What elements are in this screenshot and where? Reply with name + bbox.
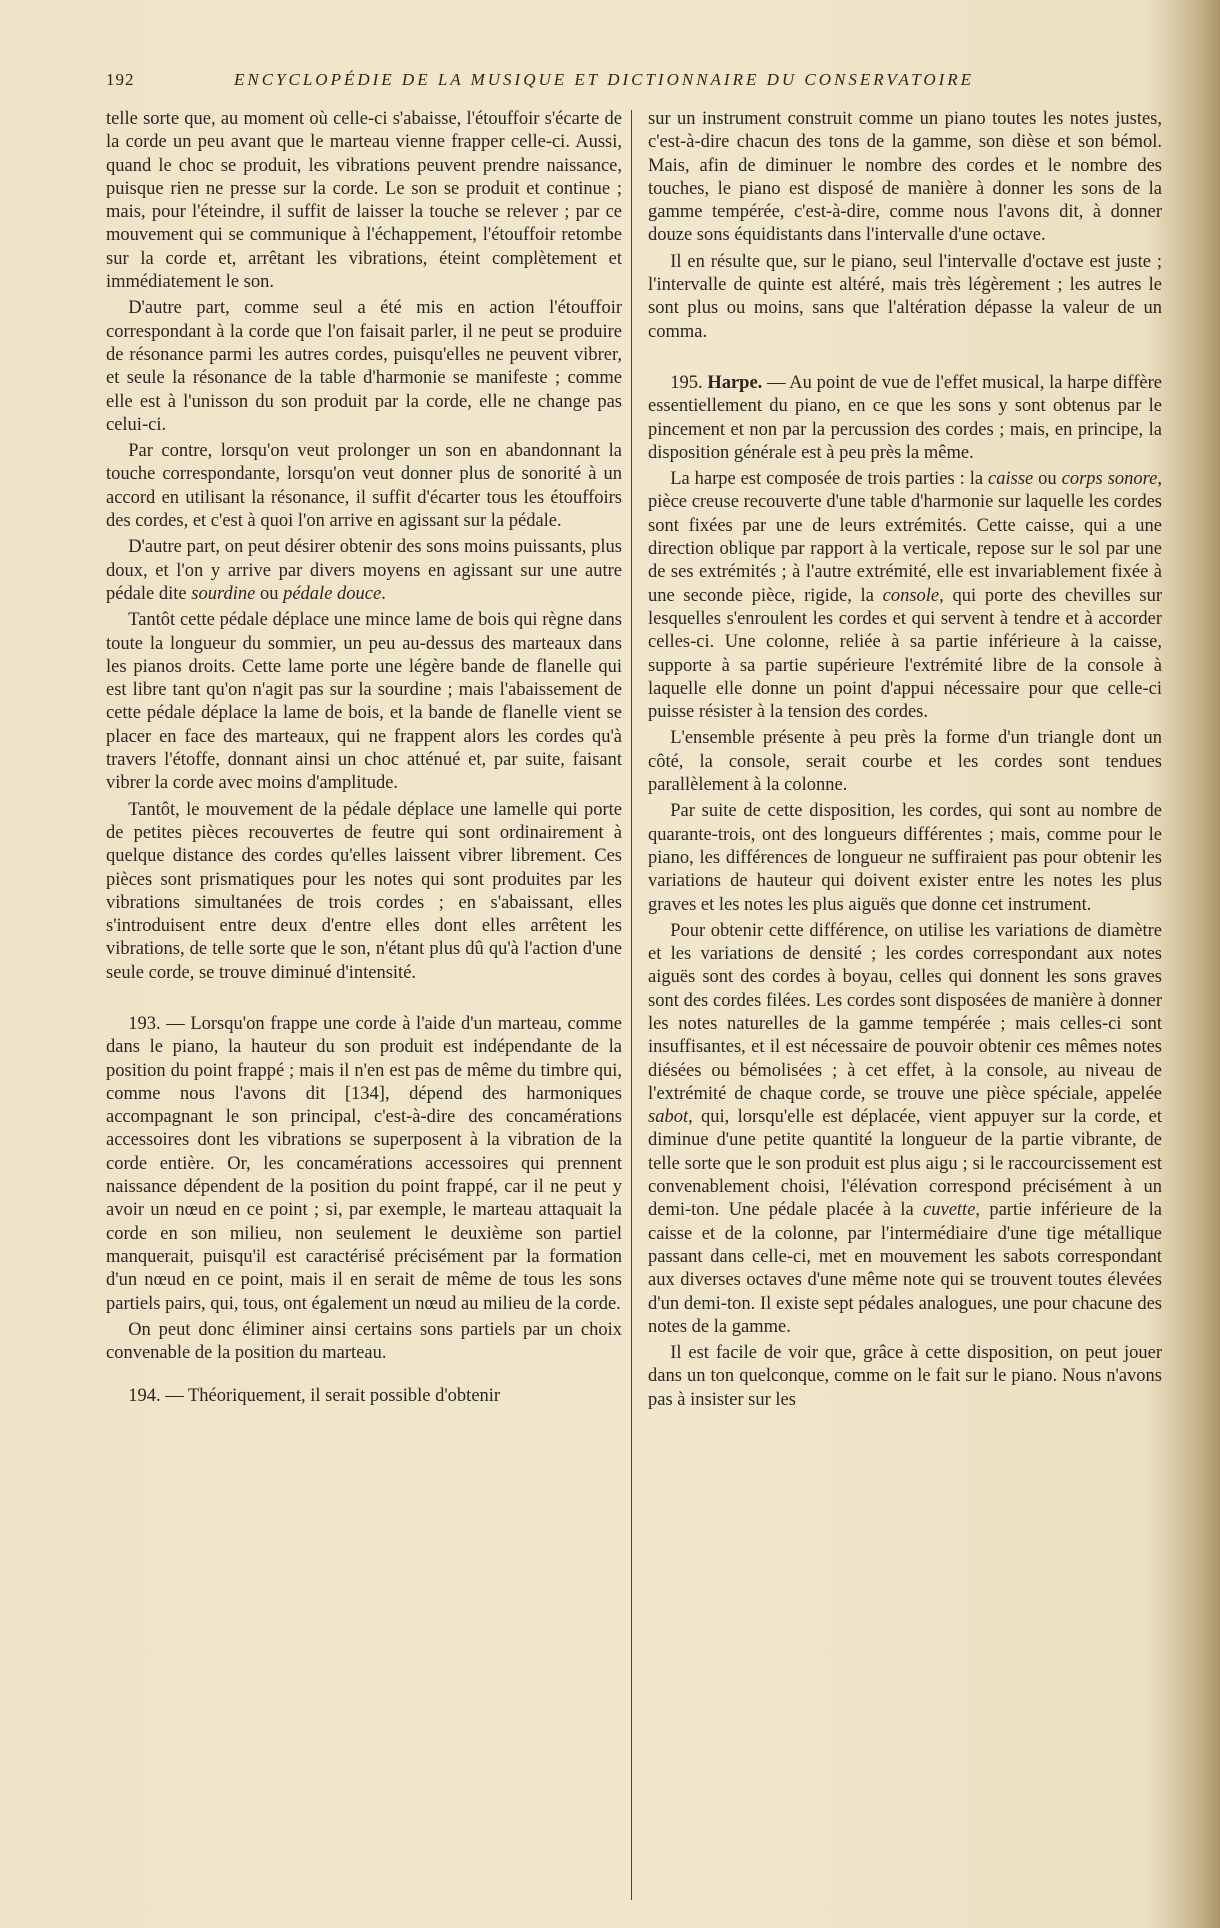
text: , qui, lorsqu'elle est déplacée, vient appuyer sur la corde, et diminue d'une petite quantité la longueur de la partie vibrante, de telle sorte que le son produit est plus aigu ; si le raccourcissement est convenablement choisi, l'élévation correspond précisément à un demi-ton. Une pédale placée à la xyxy=(648,1107,1162,1221)
text: ou xyxy=(255,583,284,604)
term-corps-sonore: corps sonore xyxy=(1061,469,1158,490)
running-title: ENCYCLOPÉDIE DE LA MUSIQUE ET DICTIONNAIRE DU CONSERVATOIRE xyxy=(234,70,975,89)
paragraph: Il est facile de voir que, grâce à cette disposition, on peut jouer dans un ton quelconque, comme on le fait sur le piano. Nous n'avons pas à insister sur les xyxy=(648,1343,1162,1410)
paragraph: telle sorte que, au moment où celle-ci s'abaisse, l'étouffoir s'écarte de la corde un peu avant que le marteau vienne frapper celle-ci. Aussi, quand le choc se produit, les vibrations peuvent prendre naissance, puisque rien ne presse sur la corde. Le son se produit et continue ; mais, pour l'éteindre, il suffit de laisser la touche se relever ; par ce mouvement qui se communique à l'échappement, l'étouffoir retombe sur la corde et, arrêtant les vibrations, éteint complètement et immédiatement le son. xyxy=(106,109,622,293)
paragraph: On peut donc éliminer ainsi certains sons partiels par un choix convenable de la position du marteau. xyxy=(106,1319,622,1364)
paragraph: D'autre part, comme seul a été mis en action l'étouffoir correspondant à la corde que l'on faisait parler, il ne peut se produire de résonance parmi les autres cordes, puisqu'elles ne peuvent vibrer, et seule la résonance de la table d'harmonie se manifeste ; comme elle est à l'unisson du son produit par la corde, elle ne change pas celui-ci. xyxy=(106,298,622,435)
paragraph xyxy=(648,920,1162,1339)
paragraph: L'ensemble présente à peu près la forme d'un triangle dont un côté, la console, serait courbe et les cordes sont tendues parallèlement à la colonne. xyxy=(648,728,1162,796)
term-console: console xyxy=(882,585,940,606)
column-divider xyxy=(631,110,632,1900)
paragraph xyxy=(106,536,622,606)
paragraph: Tantôt cette pédale déplace une mince lame de bois qui règne dans toute la longueur du sommier, un peu au-dessus des marteaux dans les pianos droits. Cette lame porte une légère bande de flanelle qui est libre tant qu'on n'agit pas sur la sourdine ; mais l'abaissement de cette pédale déplace la lame de bois, et la bande de flanelle vient se placer en face des marteaux, qui ne frappent alors les cordes qu'à travers l'étoffe, donnant ainsi un choc atténué et, par suite, faisant vibrer la corde avec moins d'amplitude. xyxy=(106,610,622,794)
paragraph xyxy=(648,468,1162,724)
text: ou xyxy=(1033,469,1062,490)
text: . xyxy=(381,583,386,604)
text: , pièce creuse recouverte d'une table d'harmonie sur laquelle les cordes sont fixées par une de leurs extrémités. Cette caisse, qui a une direction oblique par rapport à la verticale, repose sur le sol par une de ses extrémités ; à l'autre extrémité, elle est invariablement fixée à une seconde pièce, rigide, la xyxy=(648,469,1162,606)
paragraph: Par suite de cette disposition, les cordes, qui sont au nombre de quarante-trois, ont des longueurs différentes ; mais, comme pour le piano, les différences de longueur ne suffiraient pas pour obtenir les variations de hauteur qui doivent exister entre les notes les plus graves et les notes les plus aiguës que donne cet instrument. xyxy=(648,801,1162,915)
text: La harpe est composée de trois parties : la xyxy=(670,469,989,490)
section-195 xyxy=(648,372,1162,465)
term-caisse: caisse xyxy=(988,469,1034,490)
left-column xyxy=(106,108,622,1412)
term-cuvette: cuvette xyxy=(923,1200,976,1221)
section-193: 193. — Lorsqu'on frappe une corde à l'aide d'un marteau, comme dans le piano, la hauteur du son produit est indépendante de la position du point frappé ; mais il n'en est pas de même du timbre qui, comme nous l'avons dit [134], dépend des harmoniques accompagnant le son principal, c'est-à-dire des concamérations accessoires dont les vibrations se superposent à la vibration de la corde entière. Or, les concamérations accessoires qui prennent naissance dépendent de la position du point frappé, car il ne peut y avoir un nœud en ce point ; si, par exemple, le marteau attaquait la corde en son milieu, non seulement le deuxième son partiel manquerait, puisqu'il est caractérisé précisément par la formation d'un nœud en ce point, mais il en serait de même de tous les sons partiels pairs, qui, tous, ont également un nœud au milieu de la corde. xyxy=(106,1013,622,1314)
section-number: 195. xyxy=(670,372,708,393)
paragraph: Tantôt, le mouvement de la pédale déplace une lamelle qui porte de petites pièces recouvertes de feutre qui sont ordinairement à quelque distance des cordes qu'elles laissent vibrer librement. Ces pièces sont prismatiques pour les notes qui sont produites par les vibrations simultanées de trois cordes ; en s'abaissant, elles s'introduisent entre deux d'entre elles dont elles arrêtent les vibrations, de telle sorte que le son, n'étant plus dû qu'à l'action d'une seule corde, se trouve diminué d'intensité. xyxy=(106,799,622,983)
paragraph: Par contre, lorsqu'on veut prolonger un son en abandonnant la touche correspondante, lorsqu'on veut donner plus de sonorité à un accord en utilisant la résonance, il suffit d'écarter tous les étouffoirs des cordes, et c'est à quoi l'on arrive en agissant sur la pédale. xyxy=(106,441,622,532)
section-heading: Harpe. xyxy=(707,372,763,393)
right-column xyxy=(648,108,1162,1415)
text: D'autre part, on peut désirer obtenir des sons moins puissants, plus doux, et l'on y arrive par divers moyens en agissant sur une autre pédale dite xyxy=(106,537,622,604)
paragraph: Il en résulte que, sur le piano, seul l'intervalle d'octave est juste ; l'intervalle de quinte est altéré, mais très légèrement ; les autres le sont plus ou moins, sans que l'altération dépasse la valeur de un comma. xyxy=(648,251,1162,342)
text: , partie inférieure de la caisse et de la colonne, par l'intermédiaire d'une tige métallique passant dans celle-ci, met en mouvement les sabots correspondant aux diverses octaves d'une même note qui se trouvent toutes élevées d'un demi-ton. Il existe sept pédales analogues, une pour chacune des notes de la gamme. xyxy=(648,1200,1162,1337)
text: Pour obtenir cette différence, on utilise les variations de diamètre et les variations de densité ; les cordes correspondant aux notes aiguës sont des cordes à boyau, celles qui donnent les sons graves sont des cordes filées. Les cordes sont disposées de manière à donner les notes naturelles de la gamme tempérée ; mais celles-ci sont insuffisantes, et il est nécessaire de pouvoir obtenir ces mêmes notes diésées ou bémolisées ; à cet effet, à la console, au niveau de l'extrémité de chaque corde, se trouve une pièce spéciale, appelée xyxy=(648,920,1162,1104)
text: — Au point de vue de l'effet musical, la harpe diffère essentiellement du piano, en ce que les sons y sont obtenus par le pincement et non par la percussion des cordes ; mais, en principe, la disposition générale est à peu près la même. xyxy=(648,372,1162,463)
paragraph: sur un instrument construit comme un piano toutes les notes justes, c'est-à-dire chacun des tons de la gamme, son dièse et son bémol. Mais, afin de diminuer le nombre des cordes et le nombre des touches, le piano est disposé de manière à donner les sons de la gamme tempérée, c'est-à-dire, comme nous l'avons dit, à donner douze sons équidistants dans l'intervalle d'une octave. xyxy=(648,109,1162,246)
term-sabot: sabot xyxy=(648,1107,689,1128)
section-194: 194. — Théoriquement, il serait possible d'obtenir xyxy=(128,1386,501,1407)
term-pedale-douce: pédale douce xyxy=(283,583,382,604)
term-sourdine: sourdine xyxy=(191,583,256,604)
running-header xyxy=(106,70,1106,98)
text: , qui porte des chevilles sur lesquelles s'enroulent les cordes et qui servent à tendre et à accorder celles-ci. Une colonne, reliée à sa partie inférieure à la caisse, supporte à sa partie supérieure l'extrémité libre de la console à laquelle elle donne un point d'appui nécessaire pour que celle-ci puisse résister à la tension des cordes. xyxy=(648,585,1162,723)
page-number: 192 xyxy=(106,70,135,89)
